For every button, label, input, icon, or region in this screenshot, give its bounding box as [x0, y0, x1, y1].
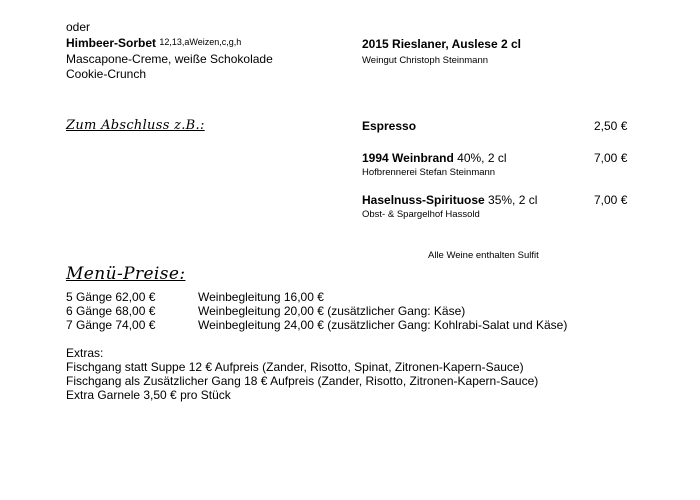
dessert-description-2: Cookie-Crunch [66, 67, 147, 81]
menu-courses: 6 Gänge 68,00 € [66, 304, 156, 318]
dessert-title [66, 36, 241, 50]
extras-line: Fischgang als Zusätzlicher Gang 18 € Aufpreis (Zander, Risotto, Zitronen-Kapern-Sauce) [66, 374, 539, 388]
menu-courses: 7 Gänge 74,00 € [66, 318, 156, 332]
wine-producer: Weingut Christoph Steinmann [362, 55, 489, 66]
sulfite-note: Alle Weine enthalten Sulfit [428, 250, 539, 261]
menu-price-row [66, 318, 567, 332]
menu-prices-heading: Menü-Preise: [66, 264, 186, 284]
oder-text: oder [66, 20, 91, 34]
haselnuss-name: Haselnuss-Spirituose [362, 193, 485, 207]
dessert-description-1: Mascapone-Creme, weiße Schokolade [66, 52, 273, 66]
dessert-name: Himbeer-Sorbet [66, 36, 157, 50]
weinbrand-title [362, 151, 507, 165]
wine-name: 2015 Rieslaner, Auslese 2 cl [362, 37, 521, 51]
menu-courses: 5 Gänge 62,00 € [66, 290, 156, 304]
espresso-name: Espresso [362, 119, 417, 133]
dessert-allergens: 12,13,aWeizen,c,g,h [159, 37, 242, 47]
weinbrand-name: 1994 Weinbrand [362, 151, 454, 165]
menu-price-row [66, 290, 324, 304]
menu-pairing: Weinbegleitung 16,00 € [198, 290, 324, 304]
espresso-price: 2,50 € [594, 119, 628, 133]
haselnuss-producer: Obst- & Spargelhof Hassold [362, 209, 480, 220]
haselnuss-price: 7,00 € [594, 193, 628, 207]
menu-price-row [66, 304, 465, 318]
extras-line: Extra Garnele 3,50 € pro Stück [66, 388, 231, 402]
extras-heading: Extras: [66, 346, 104, 360]
menu-pairing: Weinbegleitung 20,00 € (zusätzlicher Gang: Käse) [198, 304, 466, 318]
abschluss-heading: Zum Abschluss z.B.: [66, 118, 205, 133]
haselnuss-title [362, 193, 537, 207]
weinbrand-producer: Hofbrennerei Stefan Steinmann [362, 167, 496, 178]
extras-line: Fischgang statt Suppe 12 € Aufpreis (Zander, Risotto, Spinat, Zitronen-Kapern-Sauce) [66, 360, 524, 374]
weinbrand-detail: 40%, 2 cl [453, 151, 507, 165]
weinbrand-price: 7,00 € [594, 151, 628, 165]
haselnuss-detail: 35%, 2 cl [484, 193, 538, 207]
menu-pairing: Weinbegleitung 24,00 € (zusätzlicher Gang: Kohlrabi-Salat und Käse) [198, 318, 568, 332]
